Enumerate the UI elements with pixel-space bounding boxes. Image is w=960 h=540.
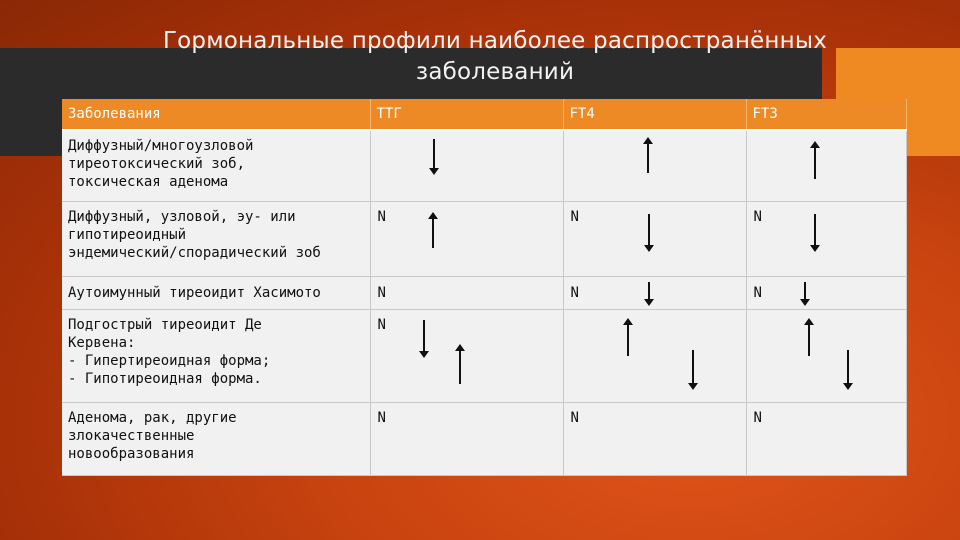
disease-cell: Диффузный, узловой, эу- или гипотиреоидный эндемический/спорадический зоб xyxy=(62,202,370,277)
header-ttg: ТТГ xyxy=(370,99,563,130)
arrow-up-icon xyxy=(432,218,434,248)
table-row xyxy=(62,310,906,403)
normal-marker: N xyxy=(377,317,386,333)
ft3-cell xyxy=(746,403,906,476)
normal-marker: N xyxy=(753,285,762,301)
slide-title-line-1: Гормональные профили наиболее распространённых xyxy=(162,28,828,54)
ft3-cell xyxy=(746,310,906,403)
normal-marker: N xyxy=(570,209,579,225)
normal-marker: N xyxy=(377,285,386,301)
disease-cell: Аденома, рак, другие злокачественные новообразования xyxy=(62,403,370,476)
arrow-down-icon xyxy=(648,282,650,300)
ft4-cell xyxy=(563,202,746,277)
header-disease: Заболевания xyxy=(62,99,370,130)
table-row xyxy=(62,130,906,202)
ft3-cell xyxy=(746,277,906,310)
ft3-cell xyxy=(746,202,906,277)
ft3-cell xyxy=(746,130,906,202)
disease-cell: Диффузный/многоузловой тиреотоксический зоб, токсическая аденома xyxy=(62,130,370,202)
slide-title xyxy=(0,26,960,88)
arrow-up-icon xyxy=(808,324,810,356)
slide-title-line-2: заболеваний xyxy=(415,59,575,85)
arrow-down-icon xyxy=(433,139,435,169)
arrow-down-icon xyxy=(804,282,806,300)
disease-cell: Аутоимунный тиреоидит Хасимото xyxy=(62,277,370,310)
normal-marker: N xyxy=(570,410,579,426)
disease-cell: Подгострый тиреоидит Де Кервена: - Гипертиреоидная форма; - Гипотиреоидная форма. xyxy=(62,310,370,403)
normal-marker: N xyxy=(753,410,762,426)
arrow-down-icon xyxy=(692,350,694,384)
table-row xyxy=(62,277,906,310)
arrow-up-icon xyxy=(627,324,629,356)
table-header-row xyxy=(62,99,906,130)
hormone-profile-table xyxy=(62,99,907,476)
arrow-up-icon xyxy=(814,147,816,179)
ft4-cell xyxy=(563,277,746,310)
normal-marker: N xyxy=(753,209,762,225)
normal-marker: N xyxy=(377,209,386,225)
header-ft3: FT3 xyxy=(746,99,906,130)
ft4-cell xyxy=(563,310,746,403)
header-ft4: FT4 xyxy=(563,99,746,130)
arrow-up-icon xyxy=(647,143,649,173)
table-row xyxy=(62,202,906,277)
ttg-cell xyxy=(370,403,563,476)
ttg-cell xyxy=(370,277,563,310)
normal-marker: N xyxy=(377,410,386,426)
ttg-cell xyxy=(370,130,563,202)
arrow-down-icon xyxy=(648,214,650,246)
ttg-cell xyxy=(370,310,563,403)
ft4-cell xyxy=(563,130,746,202)
ft4-cell xyxy=(563,403,746,476)
arrow-up-icon xyxy=(459,350,461,384)
arrow-down-icon xyxy=(847,350,849,384)
ttg-cell xyxy=(370,202,563,277)
table-row xyxy=(62,403,906,476)
normal-marker: N xyxy=(570,285,579,301)
arrow-down-icon xyxy=(814,214,816,246)
arrow-down-icon xyxy=(423,320,425,352)
